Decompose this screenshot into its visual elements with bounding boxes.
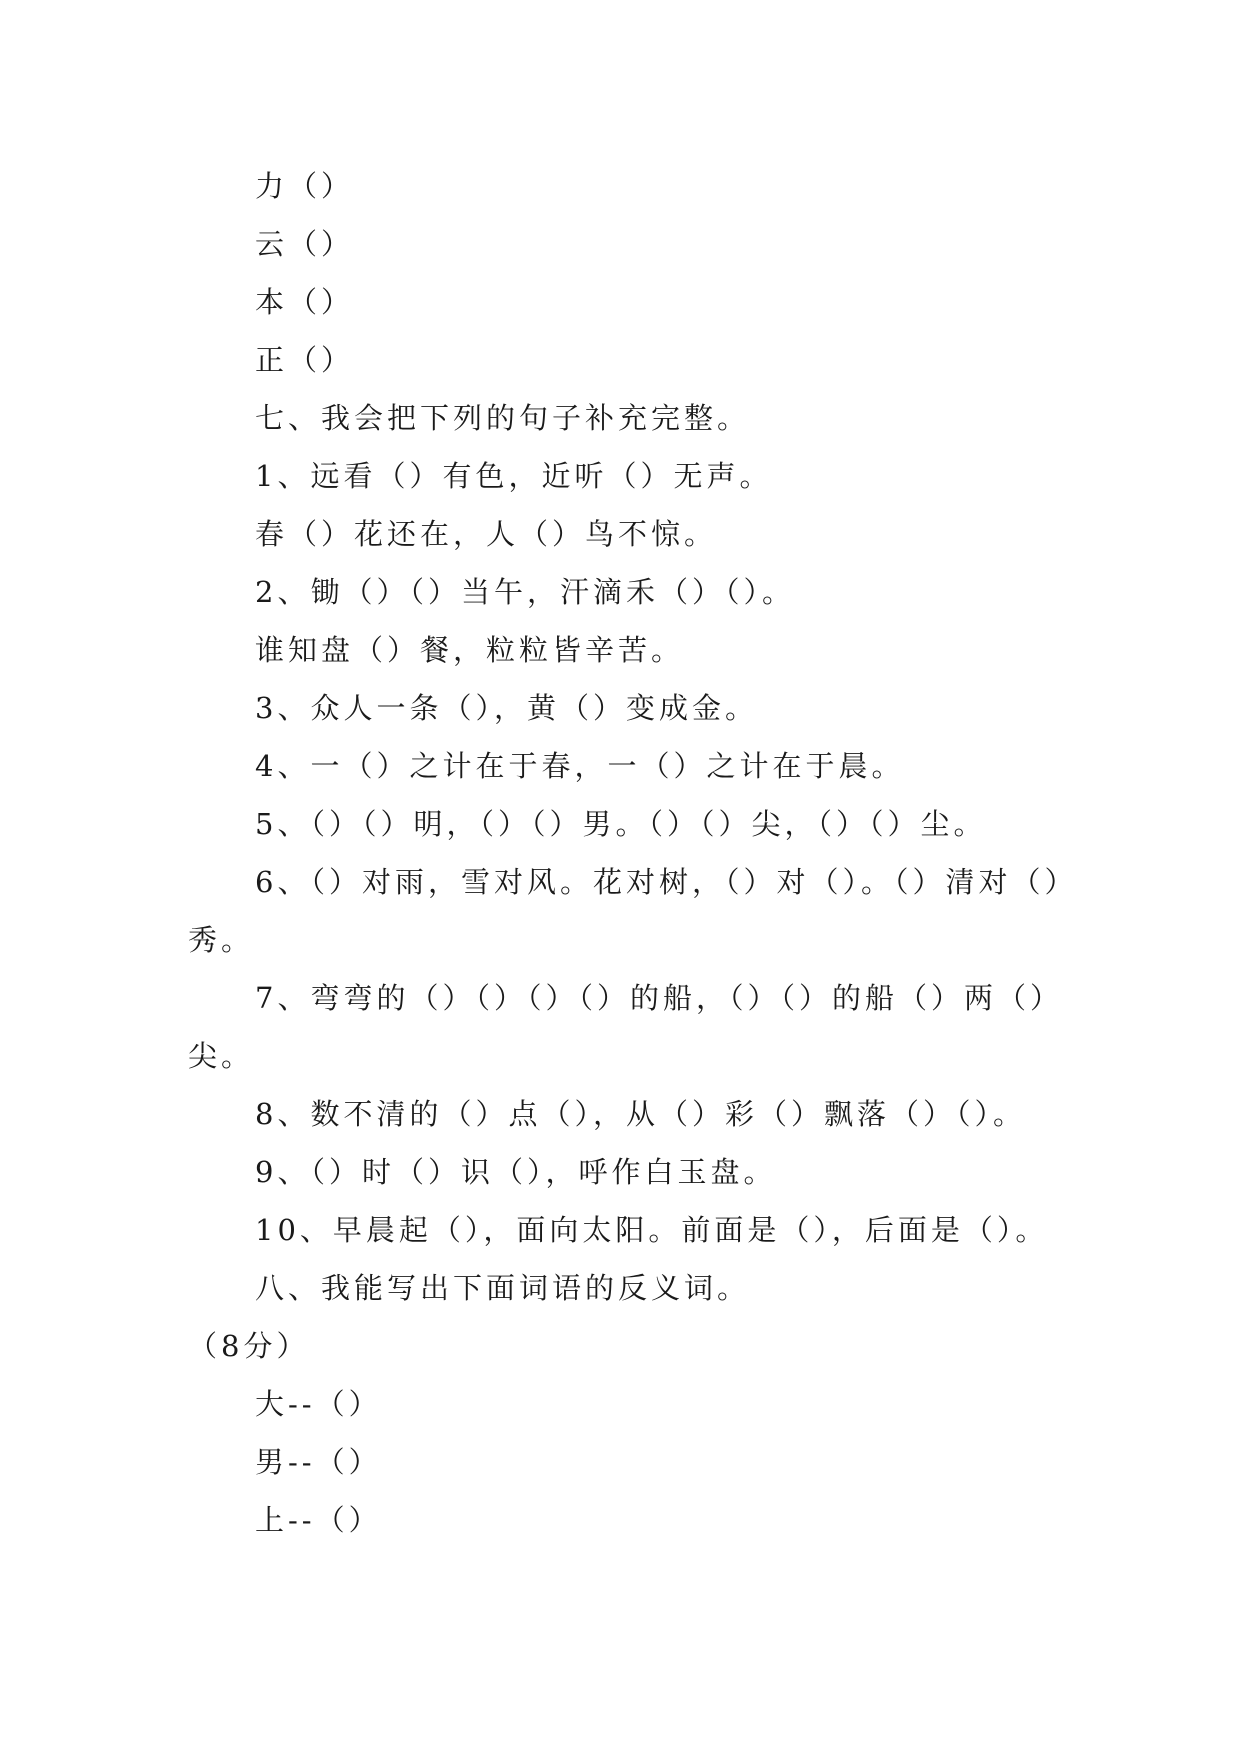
sentence-4: 4、一（）之计在于春，一（）之计在于晨。 bbox=[255, 749, 905, 783]
sentence-10: 10、早晨起（），面向太阳。前面是（），后面是（）。 bbox=[255, 1213, 1049, 1247]
sentence-1-line-2: 春（）花还在，人（）鸟不惊。 bbox=[255, 517, 718, 551]
antonym-item-da: 大--（） bbox=[255, 1387, 382, 1421]
sentence-2-line-1: 2、锄（）（）当午，汗滴禾（）（）。 bbox=[255, 575, 795, 609]
antonym-item-ben: 本（） bbox=[255, 285, 355, 319]
sentence-9: 9、（）时（）识（），呼作白玉盘。 bbox=[255, 1155, 777, 1189]
sentence-1-line-1: 1、远看（）有色，近听（）无声。 bbox=[255, 459, 773, 493]
antonym-item-li: 力（） bbox=[255, 169, 355, 203]
sentence-7-line-1: 7、弯弯的（）（）（）（）的船，（）（）的船（）两（） bbox=[255, 981, 1063, 1015]
sentence-5: 5、（）（）明，（）（）男。（）（）尖，（）（）尘。 bbox=[255, 807, 987, 841]
sentence-6-line-2: 秀。 bbox=[188, 923, 255, 957]
sentence-2-line-2: 谁知盘（）餐，粒粒皆辛苦。 bbox=[255, 633, 685, 667]
sentence-7-line-2: 尖。 bbox=[188, 1039, 255, 1073]
antonym-item-nan: 男--（） bbox=[255, 1445, 382, 1479]
antonym-item-zheng: 正（） bbox=[255, 343, 355, 377]
antonym-item-yun: 云（） bbox=[255, 227, 355, 261]
sentence-6-line-1: 6、（）对雨，雪对风。花对树，（）对（）。（）清对（） bbox=[255, 865, 1078, 899]
sentence-8: 8、数不清的（）点（），从（）彩（）飘落（）（）。 bbox=[255, 1097, 1026, 1131]
antonym-item-shang: 上--（） bbox=[255, 1503, 382, 1537]
sentence-3: 3、众人一条（），黄（）变成金。 bbox=[255, 691, 758, 725]
section-8-score: （8分） bbox=[188, 1329, 310, 1363]
section-8-heading: 八、我能写出下面词语的反义词。 bbox=[255, 1271, 751, 1305]
section-7-heading: 七、我会把下列的句子补充完整。 bbox=[255, 401, 751, 435]
